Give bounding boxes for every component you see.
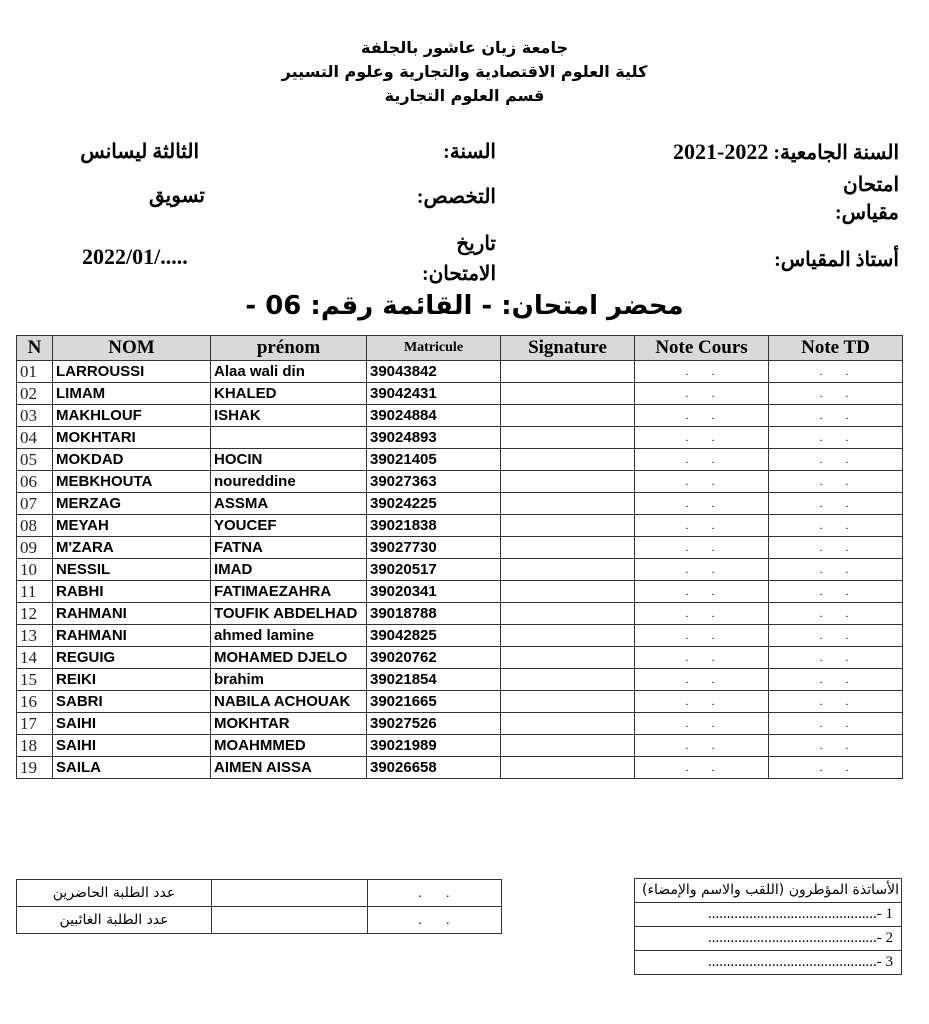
note-td-cell[interactable]: . . bbox=[769, 735, 903, 757]
student-nom: SABRI bbox=[53, 691, 211, 713]
specialty-label: التخصص: bbox=[416, 186, 496, 208]
note-cours-cell[interactable]: . . bbox=[635, 383, 769, 405]
student-nom: MEYAH bbox=[53, 515, 211, 537]
student-prenom: AIMEN AISSA bbox=[211, 757, 367, 779]
table-row bbox=[17, 361, 903, 383]
student-prenom: ASSMA bbox=[211, 493, 367, 515]
signature-cell[interactable] bbox=[501, 361, 635, 383]
student-matricule: 39042431 bbox=[367, 383, 501, 405]
present-count-row bbox=[17, 880, 502, 907]
student-nom: NESSIL bbox=[53, 559, 211, 581]
col-header-prenom: prénom bbox=[211, 336, 367, 361]
signature-cell[interactable] bbox=[501, 537, 635, 559]
table-row bbox=[17, 669, 903, 691]
student-prenom: brahim bbox=[211, 669, 367, 691]
col-header-n: N bbox=[17, 336, 53, 361]
row-number: 18 bbox=[17, 735, 53, 757]
signature-cell[interactable] bbox=[501, 383, 635, 405]
row-number: 04 bbox=[17, 427, 53, 449]
row-number: 16 bbox=[17, 691, 53, 713]
table-row bbox=[17, 603, 903, 625]
student-matricule: 39024893 bbox=[367, 427, 501, 449]
department-name: قسم العلوم التجارية bbox=[384, 86, 545, 105]
student-nom: MAKHLOUF bbox=[53, 405, 211, 427]
note-td-cell[interactable]: . . bbox=[769, 383, 903, 405]
student-nom: RAHMANI bbox=[53, 625, 211, 647]
table-row bbox=[17, 713, 903, 735]
student-prenom: YOUCEF bbox=[211, 515, 367, 537]
student-prenom: ISHAK bbox=[211, 405, 367, 427]
table-row bbox=[17, 691, 903, 713]
row-number: 13 bbox=[17, 625, 53, 647]
table-row bbox=[17, 757, 903, 779]
note-cours-cell[interactable]: . . bbox=[635, 691, 769, 713]
student-prenom: FATNA bbox=[211, 537, 367, 559]
table-row bbox=[17, 493, 903, 515]
student-nom: MERZAG bbox=[53, 493, 211, 515]
student-matricule: 39018788 bbox=[367, 603, 501, 625]
note-td-cell[interactable]: . . bbox=[769, 559, 903, 581]
student-nom: LARROUSSI bbox=[53, 361, 211, 383]
student-nom: SAIHI bbox=[53, 735, 211, 757]
exam-date-label-line1: تاريخ bbox=[456, 233, 496, 255]
student-table bbox=[16, 335, 903, 779]
student-matricule: 39026658 bbox=[367, 757, 501, 779]
note-cours-cell[interactable]: . . bbox=[635, 449, 769, 471]
signature-cell[interactable] bbox=[501, 493, 635, 515]
table-row bbox=[17, 515, 903, 537]
note-td-cell[interactable]: . . bbox=[769, 515, 903, 537]
note-cours-cell[interactable]: . . bbox=[635, 515, 769, 537]
table-row bbox=[17, 625, 903, 647]
academic-year-label: السنة الجامعية: bbox=[773, 142, 899, 164]
student-prenom: TOUFIK ABDELHAD bbox=[211, 603, 367, 625]
proctor-line-2[interactable]: 2 -............................................. bbox=[635, 927, 902, 951]
student-matricule: 39024225 bbox=[367, 493, 501, 515]
row-number: 07 bbox=[17, 493, 53, 515]
row-number: 17 bbox=[17, 713, 53, 735]
signature-cell[interactable] bbox=[501, 691, 635, 713]
row-number: 09 bbox=[17, 537, 53, 559]
student-matricule: 39021838 bbox=[367, 515, 501, 537]
student-nom: RABHI bbox=[53, 581, 211, 603]
student-prenom: MOHAMED DJELO bbox=[211, 647, 367, 669]
exam-date-label bbox=[422, 229, 496, 289]
note-td-cell[interactable]: . . bbox=[769, 757, 903, 779]
absent-count-field[interactable] bbox=[212, 907, 368, 934]
note-td-cell[interactable]: . . bbox=[769, 449, 903, 471]
note-td-cell[interactable]: . . bbox=[769, 603, 903, 625]
note-td-cell[interactable]: . . bbox=[769, 647, 903, 669]
note-cours-cell[interactable]: . . bbox=[635, 471, 769, 493]
signature-cell[interactable] bbox=[501, 647, 635, 669]
student-nom: MEBKHOUTA bbox=[53, 471, 211, 493]
signature-cell[interactable] bbox=[501, 757, 635, 779]
student-prenom: Alaa wali din bbox=[211, 361, 367, 383]
student-nom: REGUIG bbox=[53, 647, 211, 669]
student-nom: MOKHTARI bbox=[53, 427, 211, 449]
table-row bbox=[17, 449, 903, 471]
row-number: 11 bbox=[17, 581, 53, 603]
signature-cell[interactable] bbox=[501, 559, 635, 581]
col-header-nom: NOM bbox=[53, 336, 211, 361]
table-header-row bbox=[17, 336, 903, 361]
professor-label: أستاذ المقياس: bbox=[774, 249, 899, 271]
proctors-header: الأساتذة المؤطرون (اللقب والاسم والإمضاء) bbox=[635, 879, 902, 903]
note-cours-cell[interactable]: . . bbox=[635, 361, 769, 383]
row-number: 12 bbox=[17, 603, 53, 625]
student-prenom: FATIMAEZAHRA bbox=[211, 581, 367, 603]
note-cours-cell[interactable]: . . bbox=[635, 405, 769, 427]
signature-cell[interactable] bbox=[501, 603, 635, 625]
student-prenom: ahmed lamine bbox=[211, 625, 367, 647]
table-row bbox=[17, 537, 903, 559]
absent-count-label: عدد الطلبة الغائبين bbox=[17, 907, 212, 934]
proctors-table bbox=[634, 878, 902, 975]
signature-cell[interactable] bbox=[501, 405, 635, 427]
note-cours-cell[interactable]: . . bbox=[635, 647, 769, 669]
student-prenom bbox=[211, 427, 367, 449]
note-td-cell[interactable]: . . bbox=[769, 471, 903, 493]
specialty-value: تسويق bbox=[149, 185, 205, 207]
year-value: الثالثة ليسانس bbox=[80, 141, 199, 163]
table-row bbox=[17, 735, 903, 757]
signature-cell[interactable] bbox=[501, 581, 635, 603]
table-row bbox=[17, 581, 903, 603]
signature-cell[interactable] bbox=[501, 735, 635, 757]
table-row bbox=[17, 427, 903, 449]
student-nom: REIKI bbox=[53, 669, 211, 691]
note-cours-cell[interactable]: . . bbox=[635, 493, 769, 515]
academic-year bbox=[673, 139, 899, 165]
present-count-label: عدد الطلبة الحاضرين bbox=[17, 880, 212, 907]
signature-cell[interactable] bbox=[501, 713, 635, 735]
student-matricule: 39020517 bbox=[367, 559, 501, 581]
present-count-value[interactable]: . . bbox=[368, 880, 502, 907]
absent-count-value[interactable]: . . bbox=[368, 907, 502, 934]
exam-date-value: 2022/01/..... bbox=[82, 244, 188, 269]
signature-cell[interactable] bbox=[501, 625, 635, 647]
note-cours-cell[interactable]: . . bbox=[635, 669, 769, 691]
student-matricule: 39027363 bbox=[367, 471, 501, 493]
row-number: 10 bbox=[17, 559, 53, 581]
note-cours-cell[interactable]: . . bbox=[635, 735, 769, 757]
student-prenom: MOKHTAR bbox=[211, 713, 367, 735]
proctor-line-3[interactable]: 3 -............................................. bbox=[635, 951, 902, 975]
student-matricule: 39020762 bbox=[367, 647, 501, 669]
row-number: 08 bbox=[17, 515, 53, 537]
student-matricule: 39043842 bbox=[367, 361, 501, 383]
student-prenom: NABILA ACHOUAK bbox=[211, 691, 367, 713]
faculty-name: كلية العلوم الاقتصادية والتجارية وعلوم التسيير bbox=[281, 62, 648, 81]
student-nom: MOKDAD bbox=[53, 449, 211, 471]
exam-module-label-line1: امتحان bbox=[843, 174, 899, 196]
note-cours-cell[interactable]: . . bbox=[635, 603, 769, 625]
row-number: 14 bbox=[17, 647, 53, 669]
student-matricule: 39027526 bbox=[367, 713, 501, 735]
note-cours-cell[interactable]: . . bbox=[635, 559, 769, 581]
note-td-cell[interactable]: . . bbox=[769, 713, 903, 735]
note-cours-cell[interactable]: . . bbox=[635, 625, 769, 647]
note-cours-cell[interactable]: . . bbox=[635, 427, 769, 449]
student-matricule: 39020341 bbox=[367, 581, 501, 603]
student-matricule: 39021989 bbox=[367, 735, 501, 757]
row-number: 05 bbox=[17, 449, 53, 471]
attendance-count-table bbox=[16, 879, 502, 934]
note-td-cell[interactable]: . . bbox=[769, 427, 903, 449]
student-prenom: MOAHMMED bbox=[211, 735, 367, 757]
table-row bbox=[17, 405, 903, 427]
note-td-cell[interactable]: . . bbox=[769, 361, 903, 383]
proctor-line-1[interactable]: 1 -............................................. bbox=[635, 903, 902, 927]
academic-year-value: 2022-2021 bbox=[672, 139, 769, 164]
year-label: السنة: bbox=[443, 141, 496, 163]
student-prenom: HOCIN bbox=[211, 449, 367, 471]
student-prenom: noureddine bbox=[211, 471, 367, 493]
row-number: 02 bbox=[17, 383, 53, 405]
col-header-matricule: Matricule bbox=[367, 336, 501, 361]
present-count-field[interactable] bbox=[212, 880, 368, 907]
student-prenom: IMAD bbox=[211, 559, 367, 581]
note-cours-cell[interactable]: . . bbox=[635, 757, 769, 779]
student-matricule: 39024884 bbox=[367, 405, 501, 427]
student-matricule: 39021854 bbox=[367, 669, 501, 691]
note-cours-cell[interactable]: . . bbox=[635, 581, 769, 603]
note-cours-cell[interactable]: . . bbox=[635, 537, 769, 559]
row-number: 19 bbox=[17, 757, 53, 779]
note-td-cell[interactable]: . . bbox=[769, 691, 903, 713]
col-header-signature: Signature bbox=[501, 336, 635, 361]
signature-cell[interactable] bbox=[501, 449, 635, 471]
signature-cell[interactable] bbox=[501, 471, 635, 493]
signature-cell[interactable] bbox=[501, 669, 635, 691]
col-header-note-td: Note TD bbox=[769, 336, 903, 361]
absent-count-row bbox=[17, 907, 502, 934]
table-row bbox=[17, 471, 903, 493]
note-td-cell[interactable]: . . bbox=[769, 669, 903, 691]
university-name: جامعة زيان عاشور بالجلفة bbox=[361, 38, 568, 57]
row-number: 03 bbox=[17, 405, 53, 427]
row-number: 06 bbox=[17, 471, 53, 493]
note-td-cell[interactable]: . . bbox=[769, 405, 903, 427]
signature-cell[interactable] bbox=[501, 515, 635, 537]
row-number: 01 bbox=[17, 361, 53, 383]
table-row bbox=[17, 383, 903, 405]
note-cours-cell[interactable]: . . bbox=[635, 713, 769, 735]
col-header-note-cours: Note Cours bbox=[635, 336, 769, 361]
table-row bbox=[17, 559, 903, 581]
row-number: 15 bbox=[17, 669, 53, 691]
student-matricule: 39021665 bbox=[367, 691, 501, 713]
exam-report-title: محضر امتحان: - القائمة رقم: 06 - bbox=[245, 291, 684, 321]
student-nom: SAILA bbox=[53, 757, 211, 779]
student-matricule: 39027730 bbox=[367, 537, 501, 559]
note-td-cell[interactable]: . . bbox=[769, 625, 903, 647]
exam-module-label bbox=[835, 171, 899, 227]
note-td-cell[interactable]: . . bbox=[769, 581, 903, 603]
note-td-cell[interactable]: . . bbox=[769, 493, 903, 515]
signature-cell[interactable] bbox=[501, 427, 635, 449]
student-nom: M'ZARA bbox=[53, 537, 211, 559]
table-row bbox=[17, 647, 903, 669]
exam-date-label-line2: الامتحان: bbox=[421, 263, 496, 285]
student-nom: LIMAM bbox=[53, 383, 211, 405]
student-prenom: KHALED bbox=[211, 383, 367, 405]
note-td-cell[interactable]: . . bbox=[769, 537, 903, 559]
student-nom: SAIHI bbox=[53, 713, 211, 735]
student-nom: RAHMANI bbox=[53, 603, 211, 625]
exam-module-label-line2: مقياس: bbox=[834, 202, 899, 224]
student-matricule: 39021405 bbox=[367, 449, 501, 471]
student-matricule: 39042825 bbox=[367, 625, 501, 647]
